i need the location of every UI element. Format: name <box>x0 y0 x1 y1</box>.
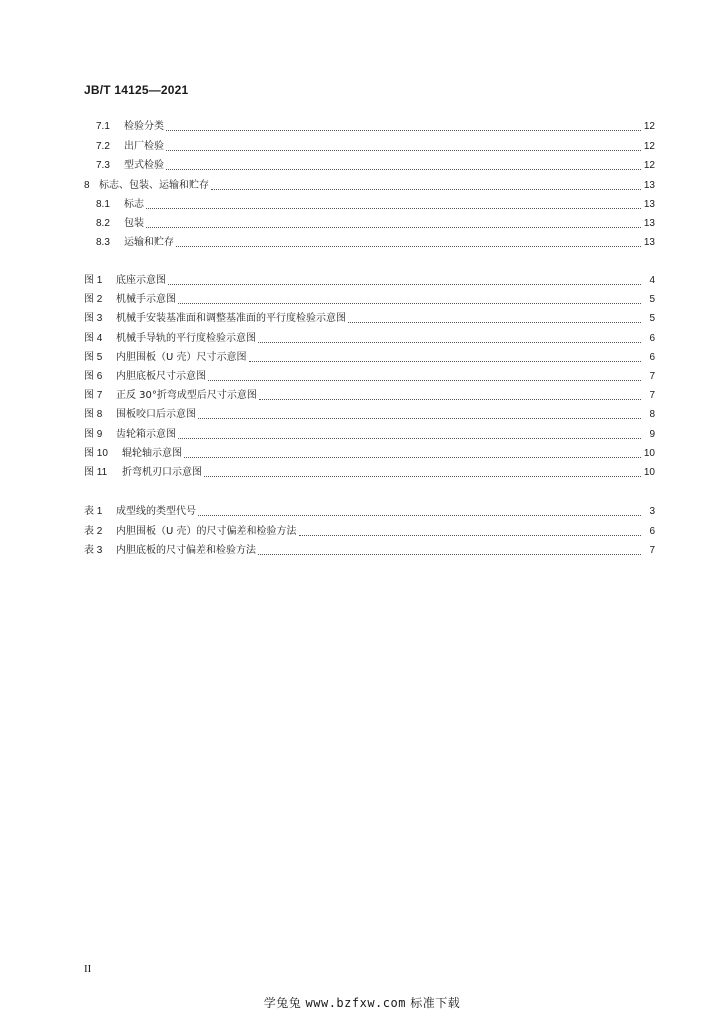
toc-entry-number: 图 5 <box>84 351 103 363</box>
toc-entry-page: 13 <box>643 199 655 210</box>
toc-entry-number: 7.3 <box>96 160 110 171</box>
toc-chapter-entry[interactable] <box>84 179 655 193</box>
watermark-site-name: 学兔兔 <box>263 996 302 1010</box>
toc-entry-title: 标志 <box>124 199 144 210</box>
toc-entry-title: 辊轮轴示意图 <box>122 447 182 459</box>
toc-entry-page: 10 <box>643 447 655 459</box>
toc-entry-title: 机械手安装基准面和调整基准面的平行度检验示意图 <box>116 313 346 325</box>
toc-entry-page: 12 <box>643 160 655 171</box>
toc-entry-number: 图 9 <box>84 428 103 440</box>
toc-chapter-entry[interactable] <box>96 198 655 212</box>
toc-entry-number: 8.3 <box>96 237 110 248</box>
toc-figure-entry[interactable] <box>84 408 655 422</box>
dot-leader <box>258 554 641 555</box>
toc-entry-number: 8.1 <box>96 199 110 210</box>
toc-chapter-entry[interactable] <box>96 236 655 250</box>
dot-leader <box>249 361 642 362</box>
toc-entry-number: 图 3 <box>84 313 103 325</box>
toc-entry-title: 折弯机刃口示意图 <box>122 467 202 478</box>
toc-entry-page: 5 <box>649 313 655 325</box>
dot-leader <box>168 284 641 285</box>
dot-leader <box>258 342 641 343</box>
toc-entry-number: 7.2 <box>96 141 110 152</box>
dot-leader <box>259 399 641 400</box>
toc-entry-title: 内胆底板的尺寸偏差和检验方法 <box>116 545 256 556</box>
dot-leader <box>166 150 641 151</box>
toc-entry-title: 运输和贮存 <box>124 237 174 248</box>
toc-chapter-entry[interactable] <box>96 120 655 134</box>
site-watermark <box>0 994 724 1011</box>
toc-entry-title: 内胆围板（U 壳）尺寸示意图 <box>116 351 247 363</box>
toc-figure-entry[interactable] <box>84 312 655 326</box>
standard-number-header: JB/T 14125—2021 <box>84 83 189 97</box>
dot-leader <box>166 130 641 131</box>
dot-leader <box>178 438 641 439</box>
dot-leader <box>208 380 641 381</box>
toc-entry-number: 表 2 <box>84 525 103 537</box>
toc-entry-number: 7.1 <box>96 121 110 132</box>
toc-entry-number: 图 7 <box>84 390 103 402</box>
toc-entry-title: 机械手导轨的平行度检验示意图 <box>116 332 256 344</box>
page-number: II <box>84 963 92 975</box>
toc-entry-page: 8 <box>649 409 655 421</box>
toc-entry-page: 3 <box>649 506 655 517</box>
dot-leader <box>348 322 641 323</box>
toc-figure-entry[interactable] <box>84 428 655 442</box>
toc-entry-number: 图 8 <box>84 409 103 421</box>
toc-entry-number: 图 6 <box>84 371 103 382</box>
dot-leader <box>146 227 641 228</box>
toc-entry-number: 8 <box>84 180 90 191</box>
dot-leader <box>166 169 641 170</box>
toc-figure-entry[interactable] <box>84 351 655 365</box>
dot-leader <box>299 535 642 536</box>
dot-leader <box>176 246 641 247</box>
toc-figure-entry[interactable] <box>84 332 655 346</box>
toc-entry-number: 图 10 <box>84 447 108 459</box>
toc-entry-title: 底座示意图 <box>116 275 166 286</box>
toc-entry-number: 表 3 <box>84 545 103 556</box>
toc-entry-title: 机械手示意图 <box>116 294 176 306</box>
toc-entry-number: 图 11 <box>84 467 108 478</box>
toc-entry-page: 12 <box>643 141 655 152</box>
toc-entry-page: 10 <box>643 467 655 478</box>
toc-entry-page: 13 <box>643 237 655 248</box>
toc-entry-title: 围板咬口后示意图 <box>116 409 196 421</box>
toc-entry-page: 7 <box>649 390 655 402</box>
toc-entry-title: 标志、包装、运输和贮存 <box>99 180 209 191</box>
toc-entry-number: 8.2 <box>96 218 110 229</box>
dot-leader <box>198 418 641 419</box>
dot-leader <box>198 515 641 516</box>
toc-entry-page: 4 <box>649 275 655 286</box>
toc-entry-page: 13 <box>643 218 655 229</box>
toc-entry-page: 9 <box>649 428 655 440</box>
toc-table-entry[interactable] <box>84 505 655 519</box>
toc-entry-page: 6 <box>649 351 655 363</box>
toc-entry-page: 6 <box>649 332 655 344</box>
toc-entry-title: 型式检验 <box>124 160 164 171</box>
toc-entry-title: 出厂检验 <box>124 141 164 152</box>
toc-entry-title: 内胆底板尺寸示意图 <box>116 371 206 382</box>
toc-figure-entry[interactable] <box>84 389 655 403</box>
toc-entry-title: 检验分类 <box>124 121 164 132</box>
toc-entry-number: 表 1 <box>84 506 103 517</box>
toc-entry-number: 图 2 <box>84 294 103 306</box>
watermark-tagline: 标准下载 <box>410 996 461 1010</box>
toc-entry-title: 包装 <box>124 218 144 229</box>
toc-entry-page: 12 <box>643 121 655 132</box>
toc-entry-page: 7 <box>649 545 655 556</box>
dot-leader <box>211 189 641 190</box>
dot-leader <box>178 303 641 304</box>
toc-entry-number: 图 4 <box>84 332 103 344</box>
toc-chapter-entry[interactable] <box>96 217 655 231</box>
toc-figure-entry[interactable] <box>84 274 655 288</box>
toc-entry-title: 齿轮箱示意图 <box>116 428 176 440</box>
toc-figure-entry[interactable] <box>84 447 655 461</box>
toc-entry-page: 5 <box>649 294 655 306</box>
dot-leader <box>146 208 641 209</box>
toc-entry-title: 成型线的类型代号 <box>116 506 196 517</box>
dot-leader <box>204 476 641 477</box>
toc-entry-number: 图 1 <box>84 275 103 286</box>
dot-leader <box>184 457 641 458</box>
toc-chapter-entry[interactable] <box>96 140 655 154</box>
toc-figure-entry[interactable] <box>84 293 655 307</box>
toc-entry-title: 正反 30°折弯成型后尺寸示意图 <box>116 390 257 402</box>
toc-entry-page: 7 <box>649 371 655 382</box>
toc-entry-page: 13 <box>643 180 655 191</box>
toc-entry-page: 6 <box>649 525 655 537</box>
toc-table-entry[interactable] <box>84 544 655 558</box>
toc-chapter-entry[interactable] <box>96 159 655 173</box>
toc-figure-entry[interactable] <box>84 370 655 384</box>
toc-table-entry[interactable] <box>84 525 655 539</box>
toc-figure-entry[interactable] <box>84 466 655 480</box>
watermark-url: www.bzfxw.com <box>305 996 406 1010</box>
toc-entry-title: 内胆围板（U 壳）的尺寸偏差和检验方法 <box>116 525 297 537</box>
